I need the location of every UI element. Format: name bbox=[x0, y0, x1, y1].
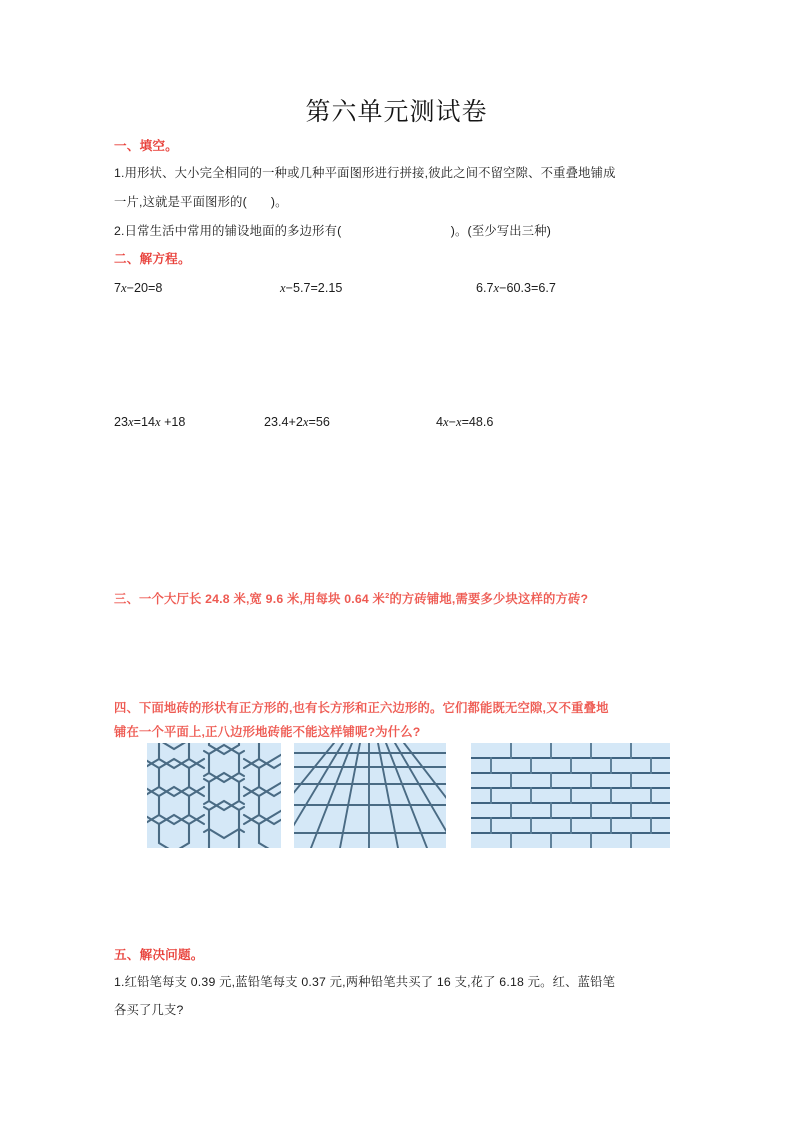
equation-4: 23x=14x +18 bbox=[114, 415, 186, 429]
section5-question1-line1: 1.红铅笔每支 0.39 元,蓝铅笔每支 0.37 元,两种铅笔共买了 16 支,花了 6.18 元。红、蓝铅笔 bbox=[114, 975, 616, 989]
answer-blank-2[interactable] bbox=[341, 224, 450, 238]
q2-after: )。(至少写出三种) bbox=[450, 224, 552, 238]
q1-line2-before: 一片,这就是平面图形的( bbox=[114, 195, 247, 209]
equation-3: 6.7x−60.3=6.7 bbox=[476, 281, 556, 295]
equation-row-2 bbox=[114, 415, 714, 437]
section-heading-3 bbox=[114, 585, 684, 614]
hexagon-tiling-svg bbox=[147, 743, 281, 848]
section-heading-5: 五、解决问题。 bbox=[114, 948, 204, 962]
section-heading-2: 二、解方程。 bbox=[114, 252, 191, 266]
s3-text-before: 三、一个大厅长 24.8 米,宽 9.6 米,用每块 0.64 米 bbox=[114, 592, 386, 606]
perspective-grid-svg bbox=[294, 743, 446, 848]
page-title: 第六单元测试卷 bbox=[305, 97, 488, 126]
tiling-figures bbox=[0, 743, 793, 851]
section-heading-1: 一、填空。 bbox=[114, 139, 178, 153]
section-heading-4-line2: 铺在一个平面上,正八边形地砖能不能这样铺呢?为什么? bbox=[114, 725, 421, 739]
section1-question1-line2 bbox=[114, 188, 684, 217]
section1-question2 bbox=[114, 217, 684, 246]
q2-before: 2.日常生活中常用的铺设地面的多边形有( bbox=[114, 224, 342, 238]
equation-2: x−5.7=2.15 bbox=[280, 281, 343, 295]
equation-6: 4x−x=48.6 bbox=[436, 415, 494, 429]
s3-superscript: 2 bbox=[385, 590, 390, 600]
equation-1: 7x−20=8 bbox=[114, 281, 163, 295]
brick-tiling-figure bbox=[471, 743, 670, 848]
section1-question1-line1: 1.用形状、大小完全相同的一种或几种平面图形进行拼接,彼此之间不留空隙、不重叠地铺成 bbox=[114, 166, 616, 180]
s3-text-after: 的方砖铺地,需要多少块这样的方砖? bbox=[389, 592, 589, 606]
section-heading-4-line1: 四、下面地砖的形状有正方形的,也有长方形和正六边形的。它们都能既无空隙,又不重叠地 bbox=[114, 701, 609, 715]
q1-line2-after: )。 bbox=[270, 195, 288, 209]
perspective-square-tiling-figure bbox=[294, 743, 446, 848]
answer-blank-1[interactable] bbox=[247, 195, 271, 209]
section5-question1-line2: 各买了几支? bbox=[114, 1003, 184, 1017]
equation-5: 23.4+2x=56 bbox=[264, 415, 330, 429]
hexagon-tiling-figure bbox=[147, 743, 281, 848]
equation-row-1 bbox=[114, 281, 714, 303]
brick-running-bond-svg bbox=[471, 743, 670, 848]
